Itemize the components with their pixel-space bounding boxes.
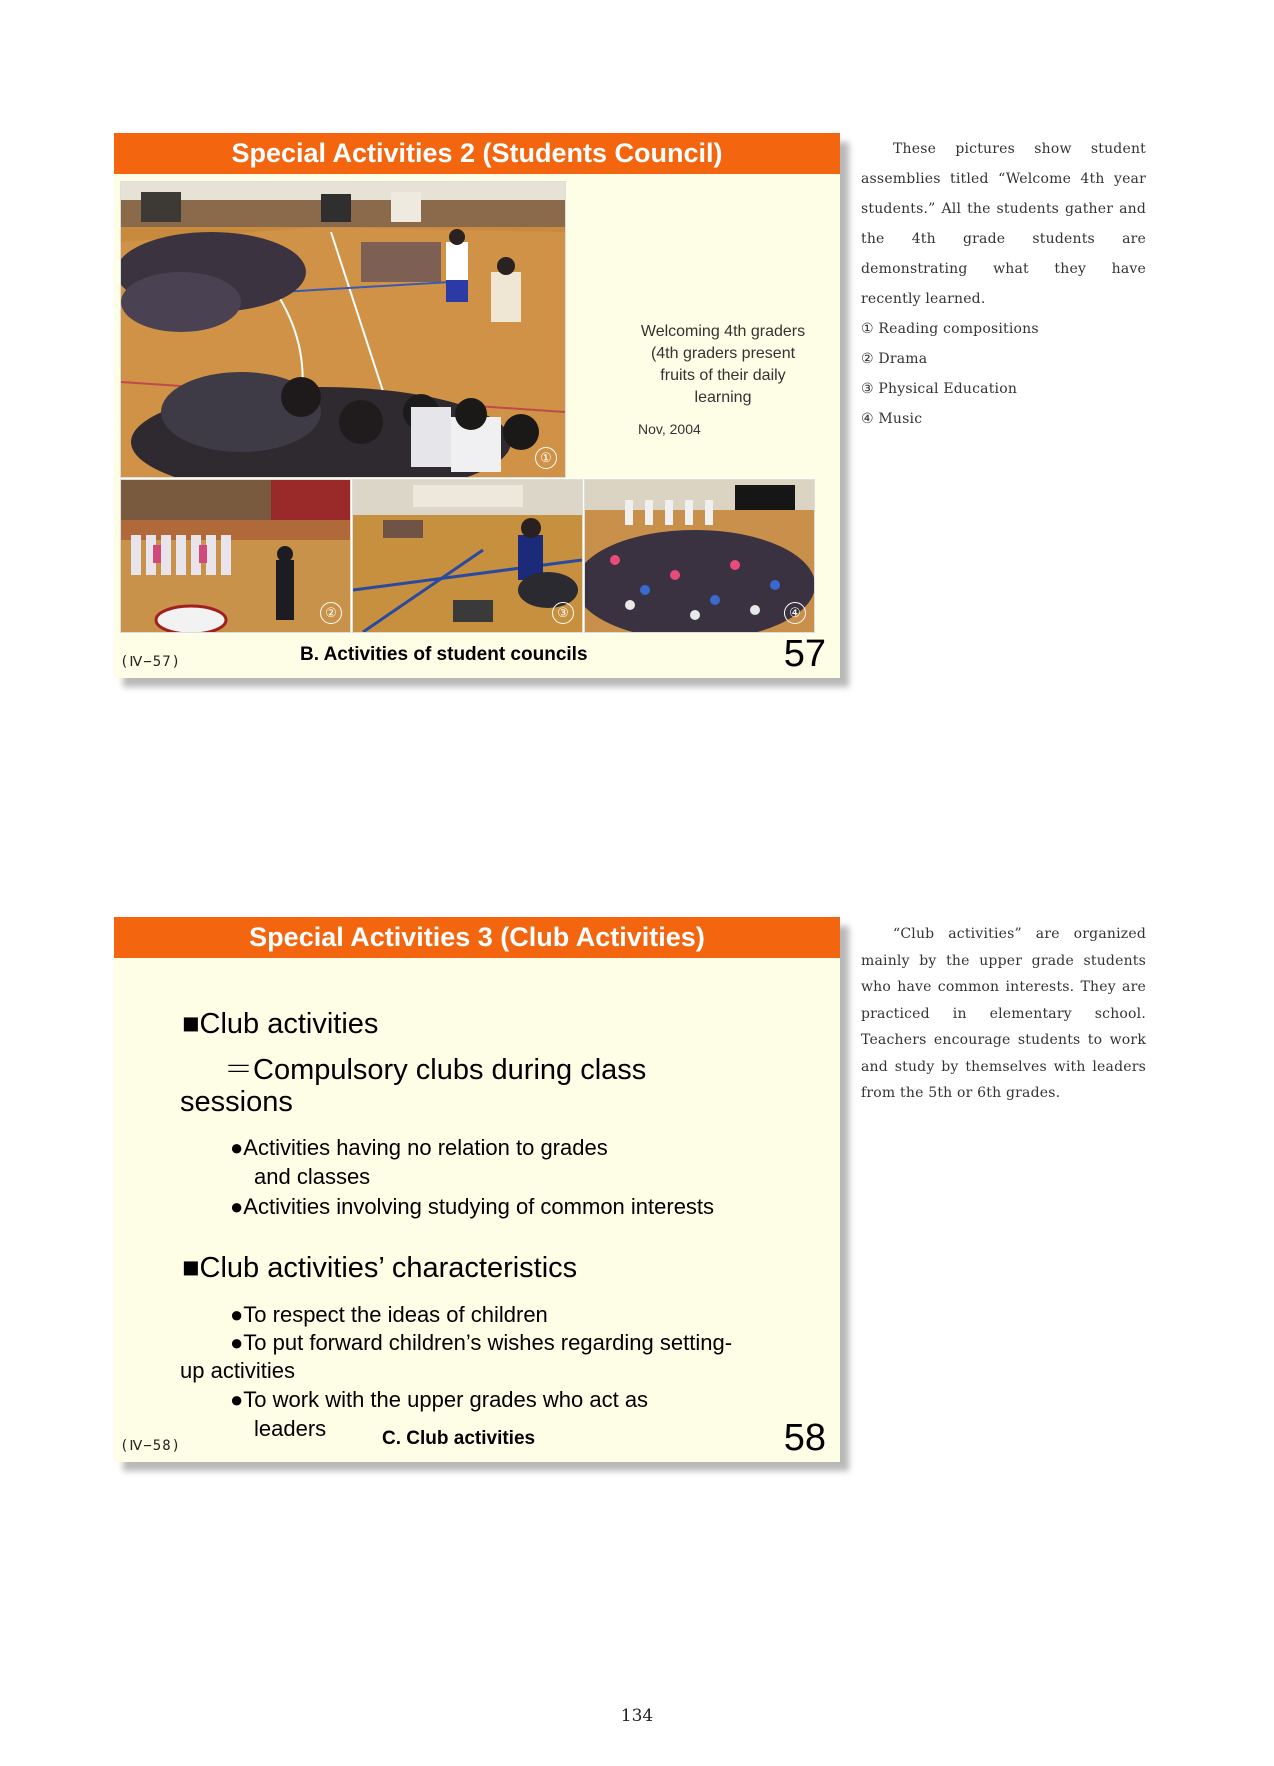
- photo-marker-2: ②: [320, 602, 342, 624]
- slide-57-code: (Ⅳ−57): [120, 654, 182, 670]
- photo-marker-4: ④: [784, 602, 806, 624]
- photo-drama: [120, 479, 351, 633]
- slide-58-subtitle: C. Club activities: [382, 1428, 536, 1449]
- heading-club-activities: ■Club activities: [182, 1008, 379, 1040]
- photo-marker-1: ①: [535, 447, 557, 469]
- heading-club-activities-definition-cont: sessions: [180, 1086, 293, 1118]
- slide-58-notes: [861, 921, 1146, 1107]
- photo-assembly-reading: [120, 181, 566, 478]
- bullet-no-relation-grades-cont: and classes: [254, 1164, 371, 1189]
- slide-57-title: Special Activities 2 (Students Council): [114, 133, 840, 174]
- bullet-upper-grades-cont: leaders: [254, 1416, 327, 1441]
- bullet-children-wishes-cont: up activities: [180, 1358, 295, 1383]
- notes-item-4: ④ Music: [861, 411, 923, 427]
- bullet-children-wishes: ●To put forward children’s wishes regarding setting-: [230, 1330, 733, 1355]
- photo-physical-education: [352, 479, 583, 633]
- slide-57-notes-paragraph: These pictures show student assemblies titled “Welcome 4th year students.” All the students gather and the 4th grade students are demonstrating what they have recently learned.: [861, 141, 1146, 307]
- photo-marker-3: ③: [552, 602, 574, 624]
- photo-music: [584, 479, 815, 633]
- slide-57-number: 57: [783, 633, 826, 675]
- bullet-no-relation-grades: ●Activities having no relation to grades: [230, 1135, 608, 1160]
- slide-58-code: (Ⅳ−58): [120, 1438, 182, 1454]
- notes-item-1: ① Reading compositions: [861, 321, 1039, 337]
- heading-club-activities-definition: ＝Compulsory clubs during class: [224, 1054, 647, 1086]
- heading-characteristics: ■Club activities’ characteristics: [182, 1252, 578, 1284]
- slide-57-subtitle: B. Activities of student councils: [300, 644, 588, 665]
- slide-57: [114, 133, 840, 678]
- notes-item-2: ② Drama: [861, 351, 928, 367]
- bullet-respect-ideas: ●To respect the ideas of children: [230, 1302, 548, 1327]
- page-number: 134: [620, 1706, 654, 1726]
- photo-date: Nov, 2004: [638, 421, 701, 437]
- slide-58-number: 58: [783, 1417, 826, 1459]
- slide-58-title: Special Activities 3 (Club Activities): [114, 917, 840, 958]
- slide-57-notes: [861, 134, 1146, 434]
- photo-caption: Welcoming 4th graders (4th graders present fruits of their daily learning: [640, 323, 806, 406]
- bullet-upper-grades: ●To work with the upper grades who act as: [230, 1387, 649, 1412]
- notes-item-3: ③ Physical Education: [861, 381, 1018, 397]
- slide-58-notes-paragraph: “Club activities” are organized mainly by the upper grade students who have common interests. They are practiced in elementary school. Teachers encourage students to work and study by themselves with leaders from the 5th or 6th grades.: [861, 926, 1146, 1101]
- slide-58: [114, 917, 840, 1462]
- bullet-common-interests: ●Activities involving studying of common interests: [230, 1194, 715, 1219]
